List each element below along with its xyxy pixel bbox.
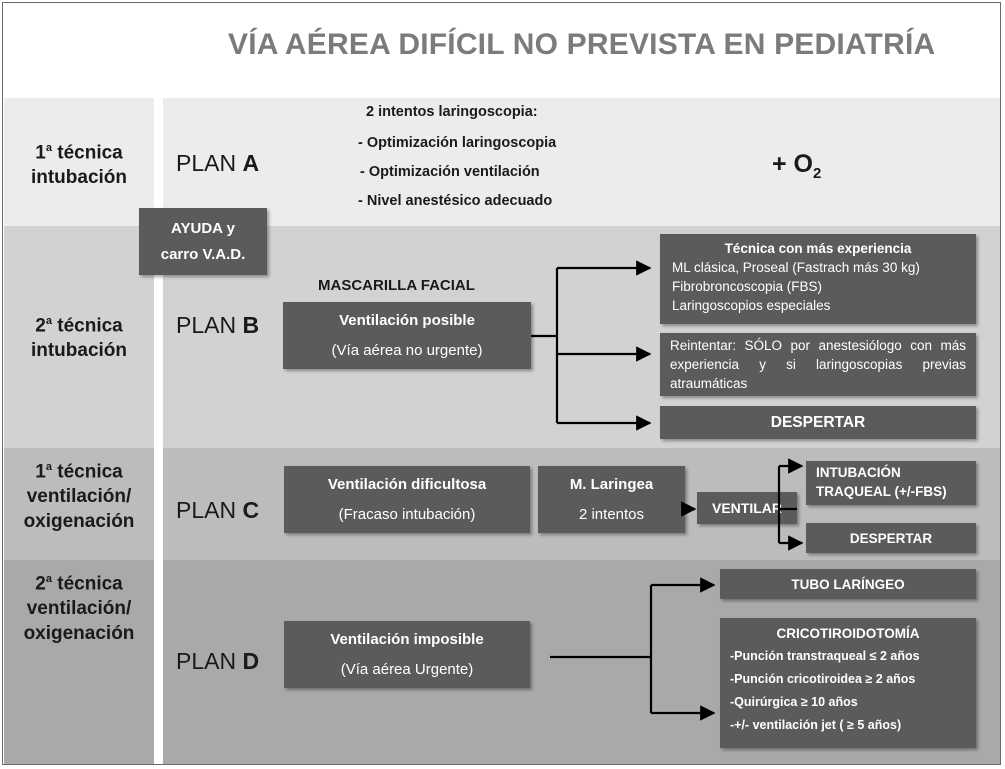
- row-label-c: 1$^a$ técnica ventilación/ oxigenación: [23, 461, 135, 533]
- diagram-title: VÍA AÉREA DIFÍCIL NO PREVISTA EN PEDIATRÍA: [228, 28, 936, 61]
- tecnica-experiencia-box: Técnica con más experiencia ML clásica, Proseal (Fastrach más 30 kg) Fibrobroncoscopia (FBS) Laringoscopios especiales: [660, 234, 976, 324]
- plan-a-item: - Optimización laringoscopia: [358, 135, 557, 151]
- plan-c-label: PLAN C: [176, 497, 260, 523]
- despertar-b-box: DESPERTAR: [660, 406, 976, 439]
- plan-d-label: PLAN D: [176, 648, 260, 674]
- ventilar-box: VENTILAR: [697, 492, 797, 524]
- plan-a-heading: 2 intentos laringoscopia:: [366, 104, 538, 120]
- plan-a-item: - Nivel anestésico adecuado: [358, 193, 553, 209]
- row-label-a: 1$^a$ técnica intubación: [30, 142, 128, 189]
- ventilacion-imposible-box: Ventilación imposible (Vía aérea Urgente): [284, 621, 530, 688]
- reintentar-box: Reintentar: SÓLO por anestesiólogo con más experiencia y si laringoscopias previas atraumáticas: [660, 333, 976, 396]
- mascarilla-laringea-box: M. Laringea 2 intentos: [538, 466, 685, 533]
- tubo-laringeo-box: TUBO LARÍNGEO: [720, 569, 976, 599]
- cricotiroidotomia-box: CRICOTIROIDOTOMÍA -Punción transtraqueal ≤ 2 años -Punción cricotiroidea ≥ 2 años -Quirúrgica ≥ 10 años -+/- ventilación jet ( ≥ 5 años): [720, 618, 976, 748]
- mascarilla-label: MASCARILLA FACIAL: [318, 277, 475, 294]
- intubacion-traqueal-box: INTUBACIÓN TRAQUEAL (+/-FBS): [806, 461, 976, 505]
- row-label-b: 2$^a$ técnica intubación: [30, 315, 128, 362]
- despertar-c-box: DESPERTAR: [806, 523, 976, 553]
- ayuda-box: AYUDA y carro V.A.D.: [139, 208, 267, 275]
- ventilacion-posible-box: Ventilación posible (Vía aérea no urgente): [283, 302, 531, 369]
- plan-a-item: - Optimización ventilación: [360, 164, 540, 180]
- plan-b-label: PLAN B: [176, 312, 260, 338]
- row-label-d: 2$^a$ técnica ventilación/ oxigenación: [23, 573, 135, 645]
- plan-a-label: PLAN A: [176, 150, 260, 176]
- oxygen-label: + $O_2$: [772, 150, 822, 182]
- ventilacion-dificultosa-box: Ventilación dificultosa (Fracaso intubación): [284, 466, 530, 533]
